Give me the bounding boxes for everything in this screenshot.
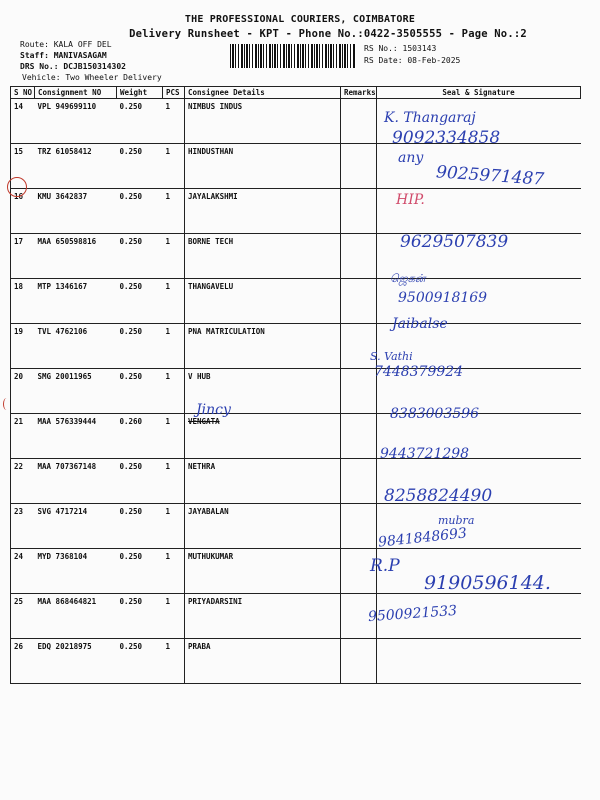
cell-pcs: 1	[163, 369, 185, 414]
signature-14-phone: 9092334858	[392, 128, 501, 148]
cell-sno: 24	[11, 549, 35, 594]
cell-remarks	[341, 459, 377, 504]
cell-remarks	[341, 144, 377, 189]
cell-pcs: 1	[163, 234, 185, 279]
cell-weight: 0.250	[117, 549, 163, 594]
col-sno: S NO	[11, 87, 35, 99]
cell-weight: 0.260	[117, 414, 163, 459]
cell-consignee: VENGATA	[185, 414, 341, 459]
cell-consignment: MAA 868464821	[35, 594, 117, 639]
cell-weight: 0.250	[117, 504, 163, 549]
cell-pcs: 1	[163, 414, 185, 459]
cell-remarks	[341, 279, 377, 324]
table-row	[11, 369, 581, 414]
signature-14-name: K. Thangaraj	[384, 110, 476, 126]
cell-remarks	[341, 414, 377, 459]
note-16: HIP.	[396, 192, 425, 208]
cell-pcs: 1	[163, 279, 185, 324]
staff-value: MANIVASAGAM	[53, 51, 107, 60]
cell-sno: 20	[11, 369, 35, 414]
signature-26: 9500921533	[367, 602, 458, 626]
table-header-row	[11, 87, 581, 99]
col-signature: Seal & Signature	[377, 87, 581, 99]
cell-consignee: MUTHUKUMAR	[185, 549, 341, 594]
red-margin-mark	[3, 398, 10, 410]
row-21-handwritten-name: Jincy	[196, 402, 231, 418]
table-row	[11, 279, 581, 324]
rs-no-line	[364, 44, 436, 53]
cell-consignee: NIMBUS INDUS	[185, 99, 341, 144]
cell-sno: 21	[11, 414, 35, 459]
cell-consignment: MAA 650598816	[35, 234, 117, 279]
cell-remarks	[341, 639, 377, 684]
col-weight: Weight	[117, 87, 163, 99]
cell-weight: 0.250	[117, 594, 163, 639]
signature-15-name: any	[398, 150, 424, 166]
signature-25-name: R.P	[370, 556, 400, 576]
cell-pcs: 1	[163, 324, 185, 369]
cell-pcs: 1	[163, 504, 185, 549]
signature-25-phone: 9190596144.	[424, 572, 551, 594]
cell-consignee: PNA MATRICULATION	[185, 324, 341, 369]
cell-sno: 18	[11, 279, 35, 324]
cell-pcs: 1	[163, 459, 185, 504]
table-row	[11, 594, 581, 639]
table-row	[11, 414, 581, 459]
cell-sno: 17	[11, 234, 35, 279]
signature-17: 9629507839	[400, 232, 509, 252]
cell-weight: 0.250	[117, 279, 163, 324]
drs-label: DRS No.:	[20, 62, 59, 71]
cell-consignee: HINDUSTHAN	[185, 144, 341, 189]
cell-consignment: TRZ 61058412	[35, 144, 117, 189]
cell-consignment: MAA 576339444	[35, 414, 117, 459]
cell-sno: 25	[11, 594, 35, 639]
signature-24-name: mubra	[438, 514, 475, 527]
runsheet-subtitle: Delivery Runsheet - KPT - Phone No.:0422-3505555 - Page No.:2	[129, 28, 527, 40]
cell-signature	[377, 639, 581, 684]
cell-sno: 16	[11, 189, 35, 234]
col-consignee: Consignee Details	[185, 87, 341, 99]
cell-pcs: 1	[163, 594, 185, 639]
signature-18-name: ஜெகன்	[390, 272, 426, 285]
signature-18-phone: 9500918169	[398, 290, 488, 306]
cell-sno: 14	[11, 99, 35, 144]
vehicle-line	[22, 73, 162, 82]
cell-weight: 0.250	[117, 189, 163, 234]
rs-date-value: 08-Feb-2025	[407, 56, 461, 65]
cell-pcs: 1	[163, 144, 185, 189]
cell-sno: 23	[11, 504, 35, 549]
cell-weight: 0.250	[117, 144, 163, 189]
rs-no-label: RS No.:	[364, 44, 398, 53]
signature-21: 8383003596	[390, 406, 480, 422]
table-row	[11, 189, 581, 234]
signature-24-phone: 9841848693	[377, 525, 468, 551]
cell-consignee: JAYALAKSHMI	[185, 189, 341, 234]
col-consignment: Consignment NO	[35, 87, 117, 99]
col-remarks: Remarks	[341, 87, 377, 99]
cell-consignment: SMG 20011965	[35, 369, 117, 414]
cell-weight: 0.250	[117, 324, 163, 369]
table-row	[11, 459, 581, 504]
rs-date-label: RS Date:	[364, 56, 403, 65]
rs-no-value: 1503143	[402, 44, 437, 53]
vehicle-label: Vehicle:	[22, 73, 61, 82]
cell-consignment: KMU 3642837	[35, 189, 117, 234]
cell-pcs: 1	[163, 99, 185, 144]
cell-consignment: MTP 1346167	[35, 279, 117, 324]
cell-consignee: PRIYADARSINI	[185, 594, 341, 639]
table-row	[11, 324, 581, 369]
staff-line	[20, 51, 107, 60]
cell-weight: 0.250	[117, 459, 163, 504]
cell-sno: 15	[11, 144, 35, 189]
cell-sno: 19	[11, 324, 35, 369]
cell-weight: 0.250	[117, 99, 163, 144]
cell-consignee: THANGAVELU	[185, 279, 341, 324]
cell-consignee: JAYABALAN	[185, 504, 341, 549]
cell-remarks	[341, 504, 377, 549]
cell-remarks	[341, 234, 377, 279]
table-row	[11, 504, 581, 549]
cell-remarks	[341, 99, 377, 144]
cell-pcs: 1	[163, 189, 185, 234]
signature-23: 8258824490	[384, 486, 493, 506]
cell-pcs: 1	[163, 639, 185, 684]
cell-consignment: EDQ 20218975	[35, 639, 117, 684]
cell-consignment: TVL 4762106	[35, 324, 117, 369]
cell-consignee: BORNE TECH	[185, 234, 341, 279]
route-line	[20, 40, 112, 49]
signature-19: Jaibalse	[392, 316, 448, 332]
cell-consignment: MAA 707367148	[35, 459, 117, 504]
table-row	[11, 639, 581, 684]
staff-label: Staff:	[20, 51, 49, 60]
signature-22: 9443721298	[380, 446, 470, 462]
cell-remarks	[341, 369, 377, 414]
cell-weight: 0.250	[117, 369, 163, 414]
signature-20-name: S. Vathi	[370, 350, 413, 363]
cell-consignee: NETHRA	[185, 459, 341, 504]
drs-line	[20, 62, 126, 71]
barcode	[230, 44, 356, 68]
route-value: KALA OFF DEL	[53, 40, 112, 49]
cell-consignee: V HUB	[185, 369, 341, 414]
vehicle-value: Two Wheeler Delivery	[65, 73, 162, 82]
signature-20-phone: 7448379924	[374, 364, 464, 380]
company-title: THE PROFESSIONAL COURIERS, COIMBATORE	[184, 14, 416, 25]
cell-consignment: VPL 949699110	[35, 99, 117, 144]
red-circle-mark	[7, 177, 27, 197]
cell-consignment: MYD 7368104	[35, 549, 117, 594]
signature-15-phone: 9025971487	[435, 162, 545, 190]
cell-weight: 0.250	[117, 639, 163, 684]
cell-sno: 26	[11, 639, 35, 684]
cell-weight: 0.250	[117, 234, 163, 279]
cell-consignment: SVG 4717214	[35, 504, 117, 549]
cell-pcs: 1	[163, 549, 185, 594]
col-pcs: PCS	[163, 87, 185, 99]
cell-remarks	[341, 189, 377, 234]
cell-consignee: PRABA	[185, 639, 341, 684]
cell-sno: 22	[11, 459, 35, 504]
rs-date-line	[364, 56, 460, 65]
drs-value: DCJB150314302	[63, 62, 126, 71]
route-label: Route:	[20, 40, 49, 49]
